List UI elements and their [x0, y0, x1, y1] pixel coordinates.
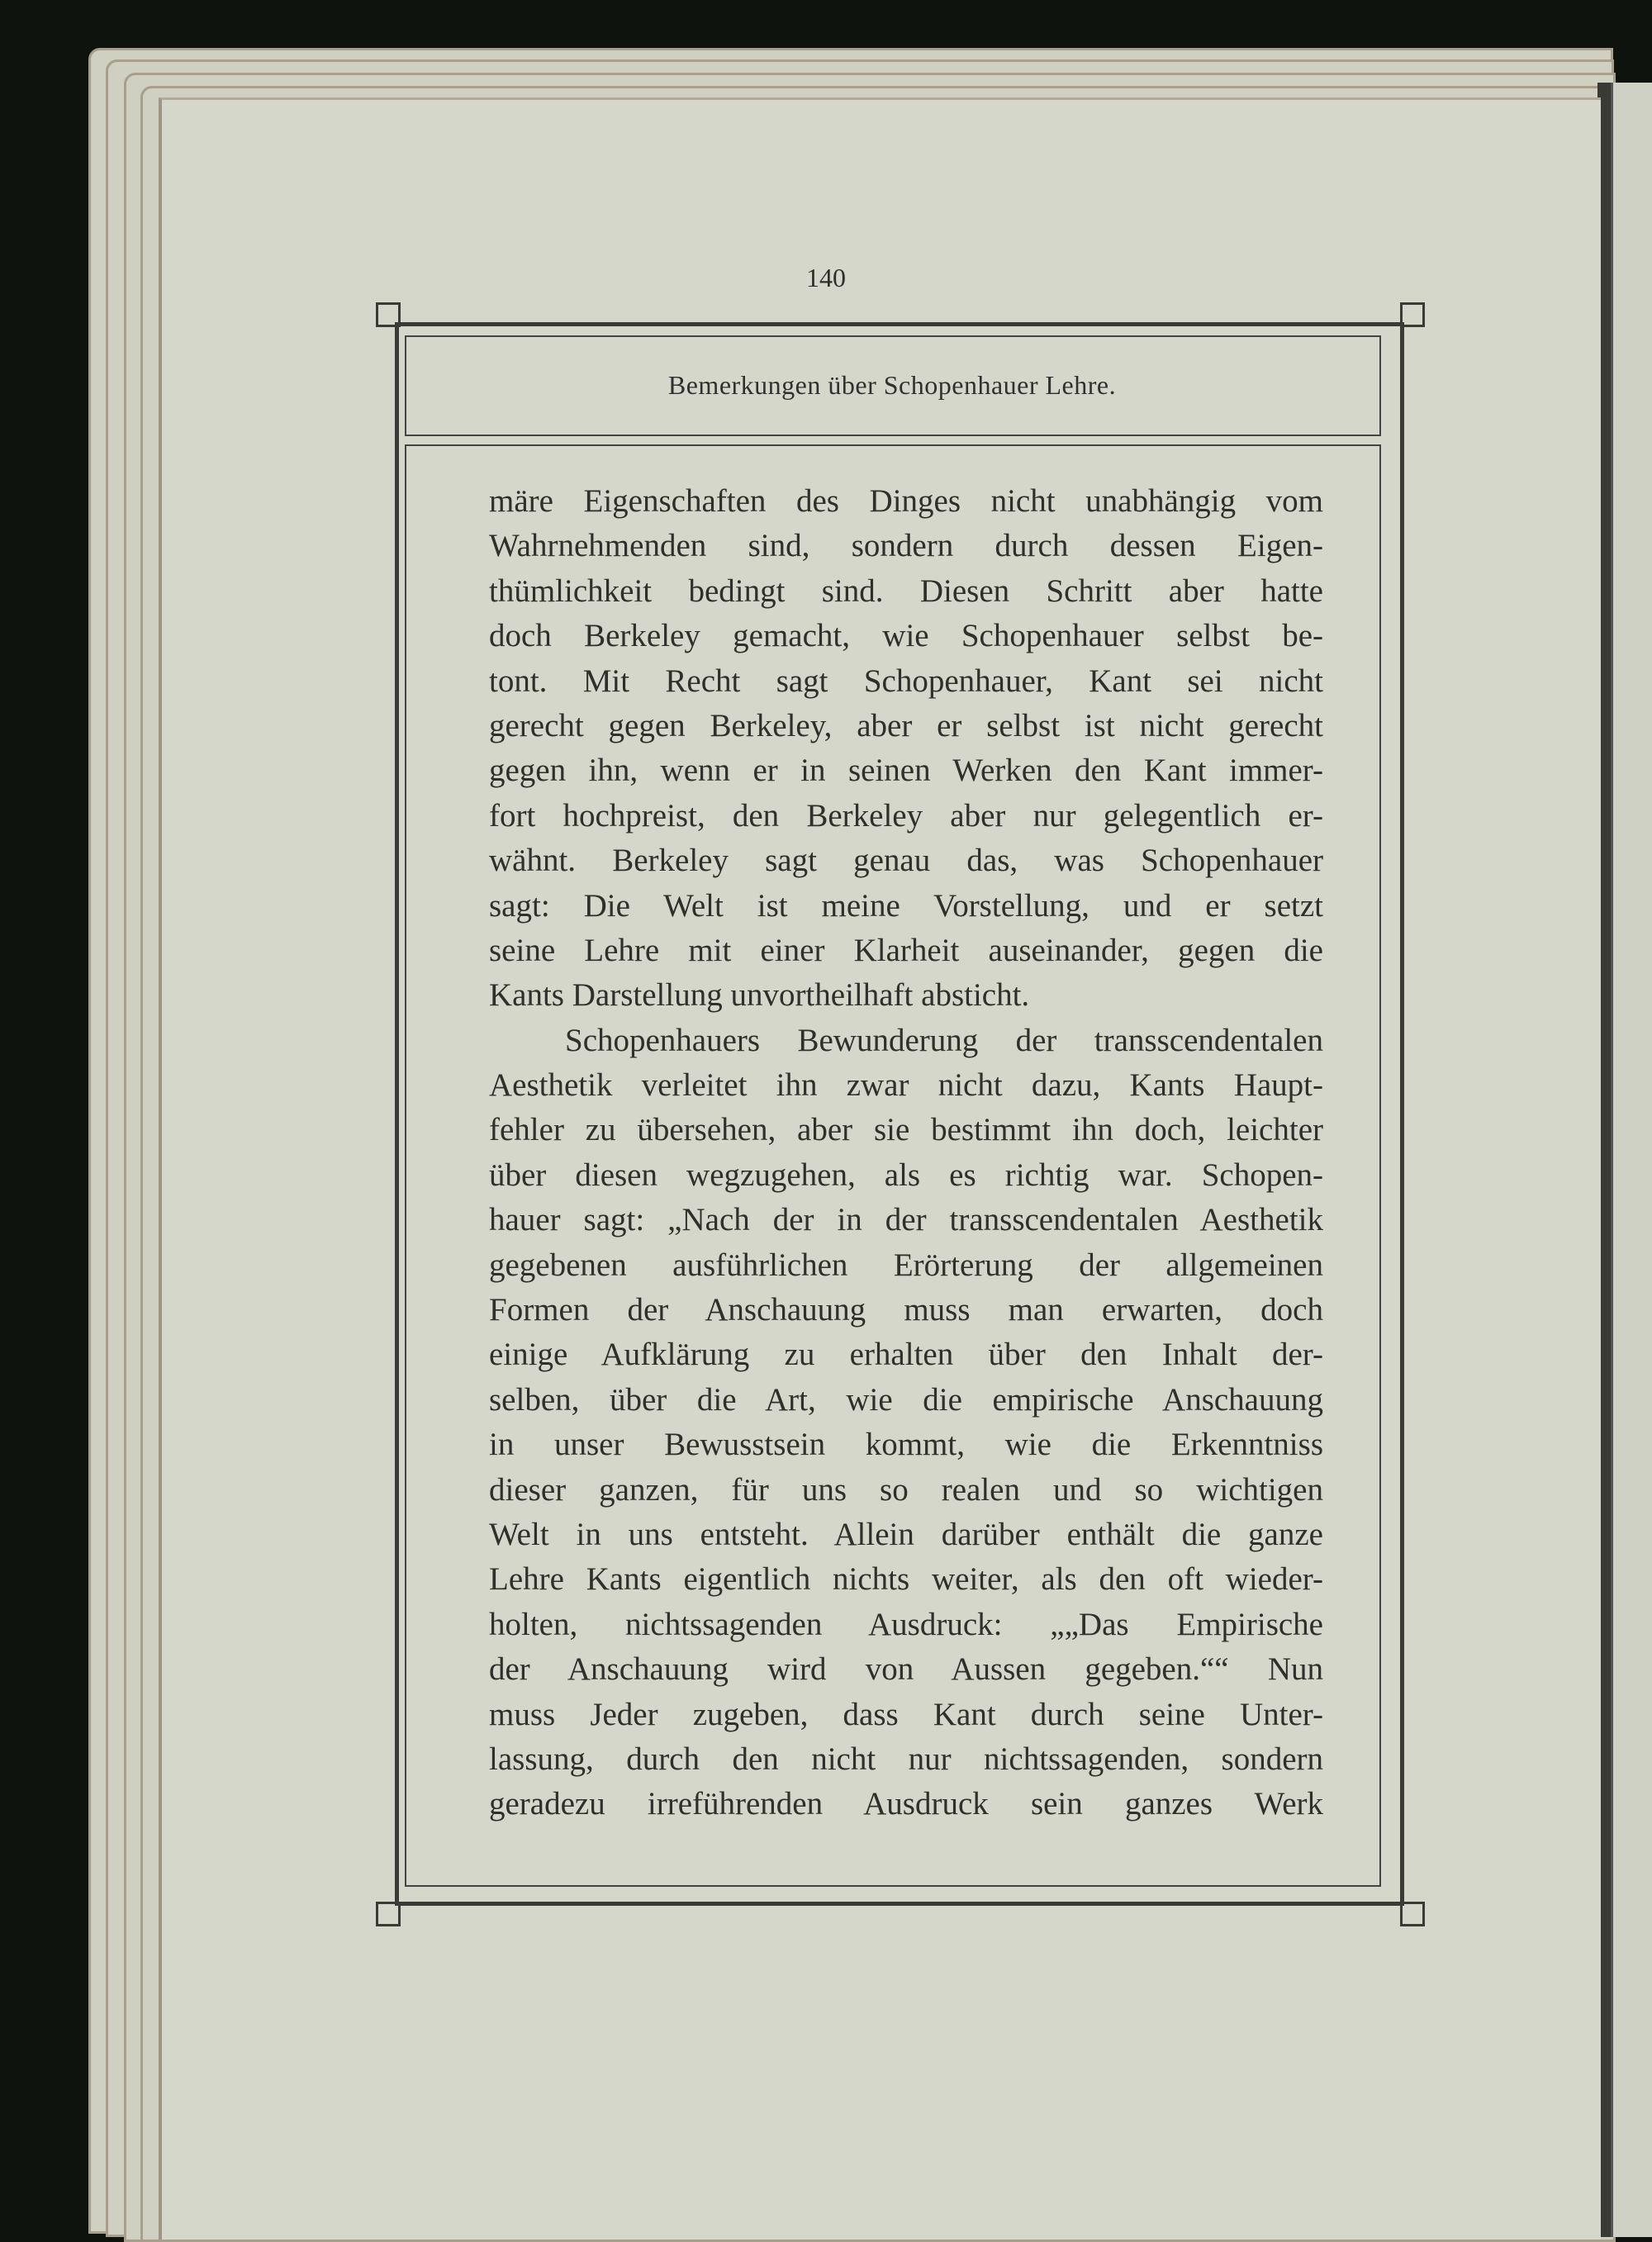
text-line: über diesen wegzugehen, als es richtig war. Schopen- [489, 1157, 1323, 1193]
text-line: holten, nichtssagenden Ausdruck: „„Das Empirische [489, 1606, 1323, 1642]
text-line: in unser Bewusstsein kommt, wie die Erkenntniss [489, 1427, 1323, 1463]
page-number: 140 [806, 263, 846, 292]
text-line: lassung, durch den nicht nur nichtssagenden, sondern [489, 1741, 1323, 1777]
text-line: märe Eigenschaften des Dinges nicht unabhängig vom [489, 483, 1323, 519]
text-line: tont. Mit Recht sagt Schopenhauer, Kant sei nicht [489, 663, 1323, 699]
text-line: gerecht gegen Berkeley, aber er selbst ist nicht gerecht [489, 707, 1323, 743]
text-line: selben, über die Art, wie die empirische Anschauung [489, 1381, 1323, 1418]
text-line: sagt: Die Welt ist meine Vorstellung, und er setzt [489, 887, 1323, 924]
paragraph [489, 479, 1323, 1019]
frame-top-rule [395, 322, 1404, 326]
text-line: Welt in uns entsteht. Allein darüber enthält die ganze [489, 1516, 1323, 1552]
text-line: wähnt. Berkeley sagt genau das, was Schopenhauer [489, 843, 1323, 879]
running-title: Bemerkungen über Schopenhauer Lehre. [667, 370, 1117, 400]
text-line: Kants Darstellung unvortheilhaft absticht. [489, 977, 1030, 1014]
text-line: Wahrnehmenden sind, sondern durch dessen Eigen- [489, 528, 1323, 564]
text-line: fehler zu übersehen, aber sie bestimmt ihn doch, leichter [489, 1112, 1323, 1148]
text-line: Lehre Kants eigentlich nichts weiter, als den oft wieder- [489, 1561, 1323, 1598]
text-line: Formen der Anschauung muss man erwarten, doch [489, 1292, 1323, 1328]
text-line: muss Jeder zugeben, dass Kant durch seine Unter- [489, 1696, 1323, 1732]
text-line: Schopenhauers Bewunderung der transscendentalen [565, 1022, 1323, 1058]
frame-corner-square [1400, 302, 1425, 327]
frame-left-rule [395, 322, 399, 1906]
frame-corner-square [1400, 1902, 1425, 1926]
text-line: der Anschauung wird von Aussen gegeben.““ Nun [489, 1651, 1323, 1688]
text-line: gegebenen ausführlichen Erörterung der allgemeinen [489, 1247, 1323, 1283]
frame-corner-square [376, 302, 401, 327]
body-text [489, 479, 1323, 1827]
paragraph [489, 1019, 1323, 1827]
facing-page-edge [1611, 83, 1652, 2237]
text-line: hauer sagt: „Nach der in der transscendentalen Aesthetik [489, 1202, 1323, 1238]
frame-right-rule [1400, 322, 1404, 1906]
text-line: fort hochpreist, den Berkeley aber nur gelegentlich er- [489, 797, 1323, 834]
text-line: einige Aufklärung zu erhalten über den Inhalt der- [489, 1337, 1323, 1373]
frame-corner-square [376, 1902, 401, 1926]
text-line: thümlichkeit bedingt sind. Diesen Schritt aber hatte [489, 572, 1323, 609]
text-line: dieser ganzen, für uns so realen und so wichtigen [489, 1471, 1323, 1508]
text-line: doch Berkeley gemacht, wie Schopenhauer selbst be- [489, 618, 1323, 654]
text-line: geradezu irreführenden Ausdruck sein ganzes Werk [489, 1786, 1323, 1822]
text-line: seine Lehre mit einer Klarheit auseinander, gegen die [489, 932, 1323, 968]
text-line: Aesthetik verleitet ihn zwar nicht dazu, Kants Haupt- [489, 1067, 1323, 1104]
text-line: gegen ihn, wenn er in seinen Werken den Kant immer- [489, 753, 1323, 789]
frame-bottom-rule [395, 1902, 1404, 1906]
